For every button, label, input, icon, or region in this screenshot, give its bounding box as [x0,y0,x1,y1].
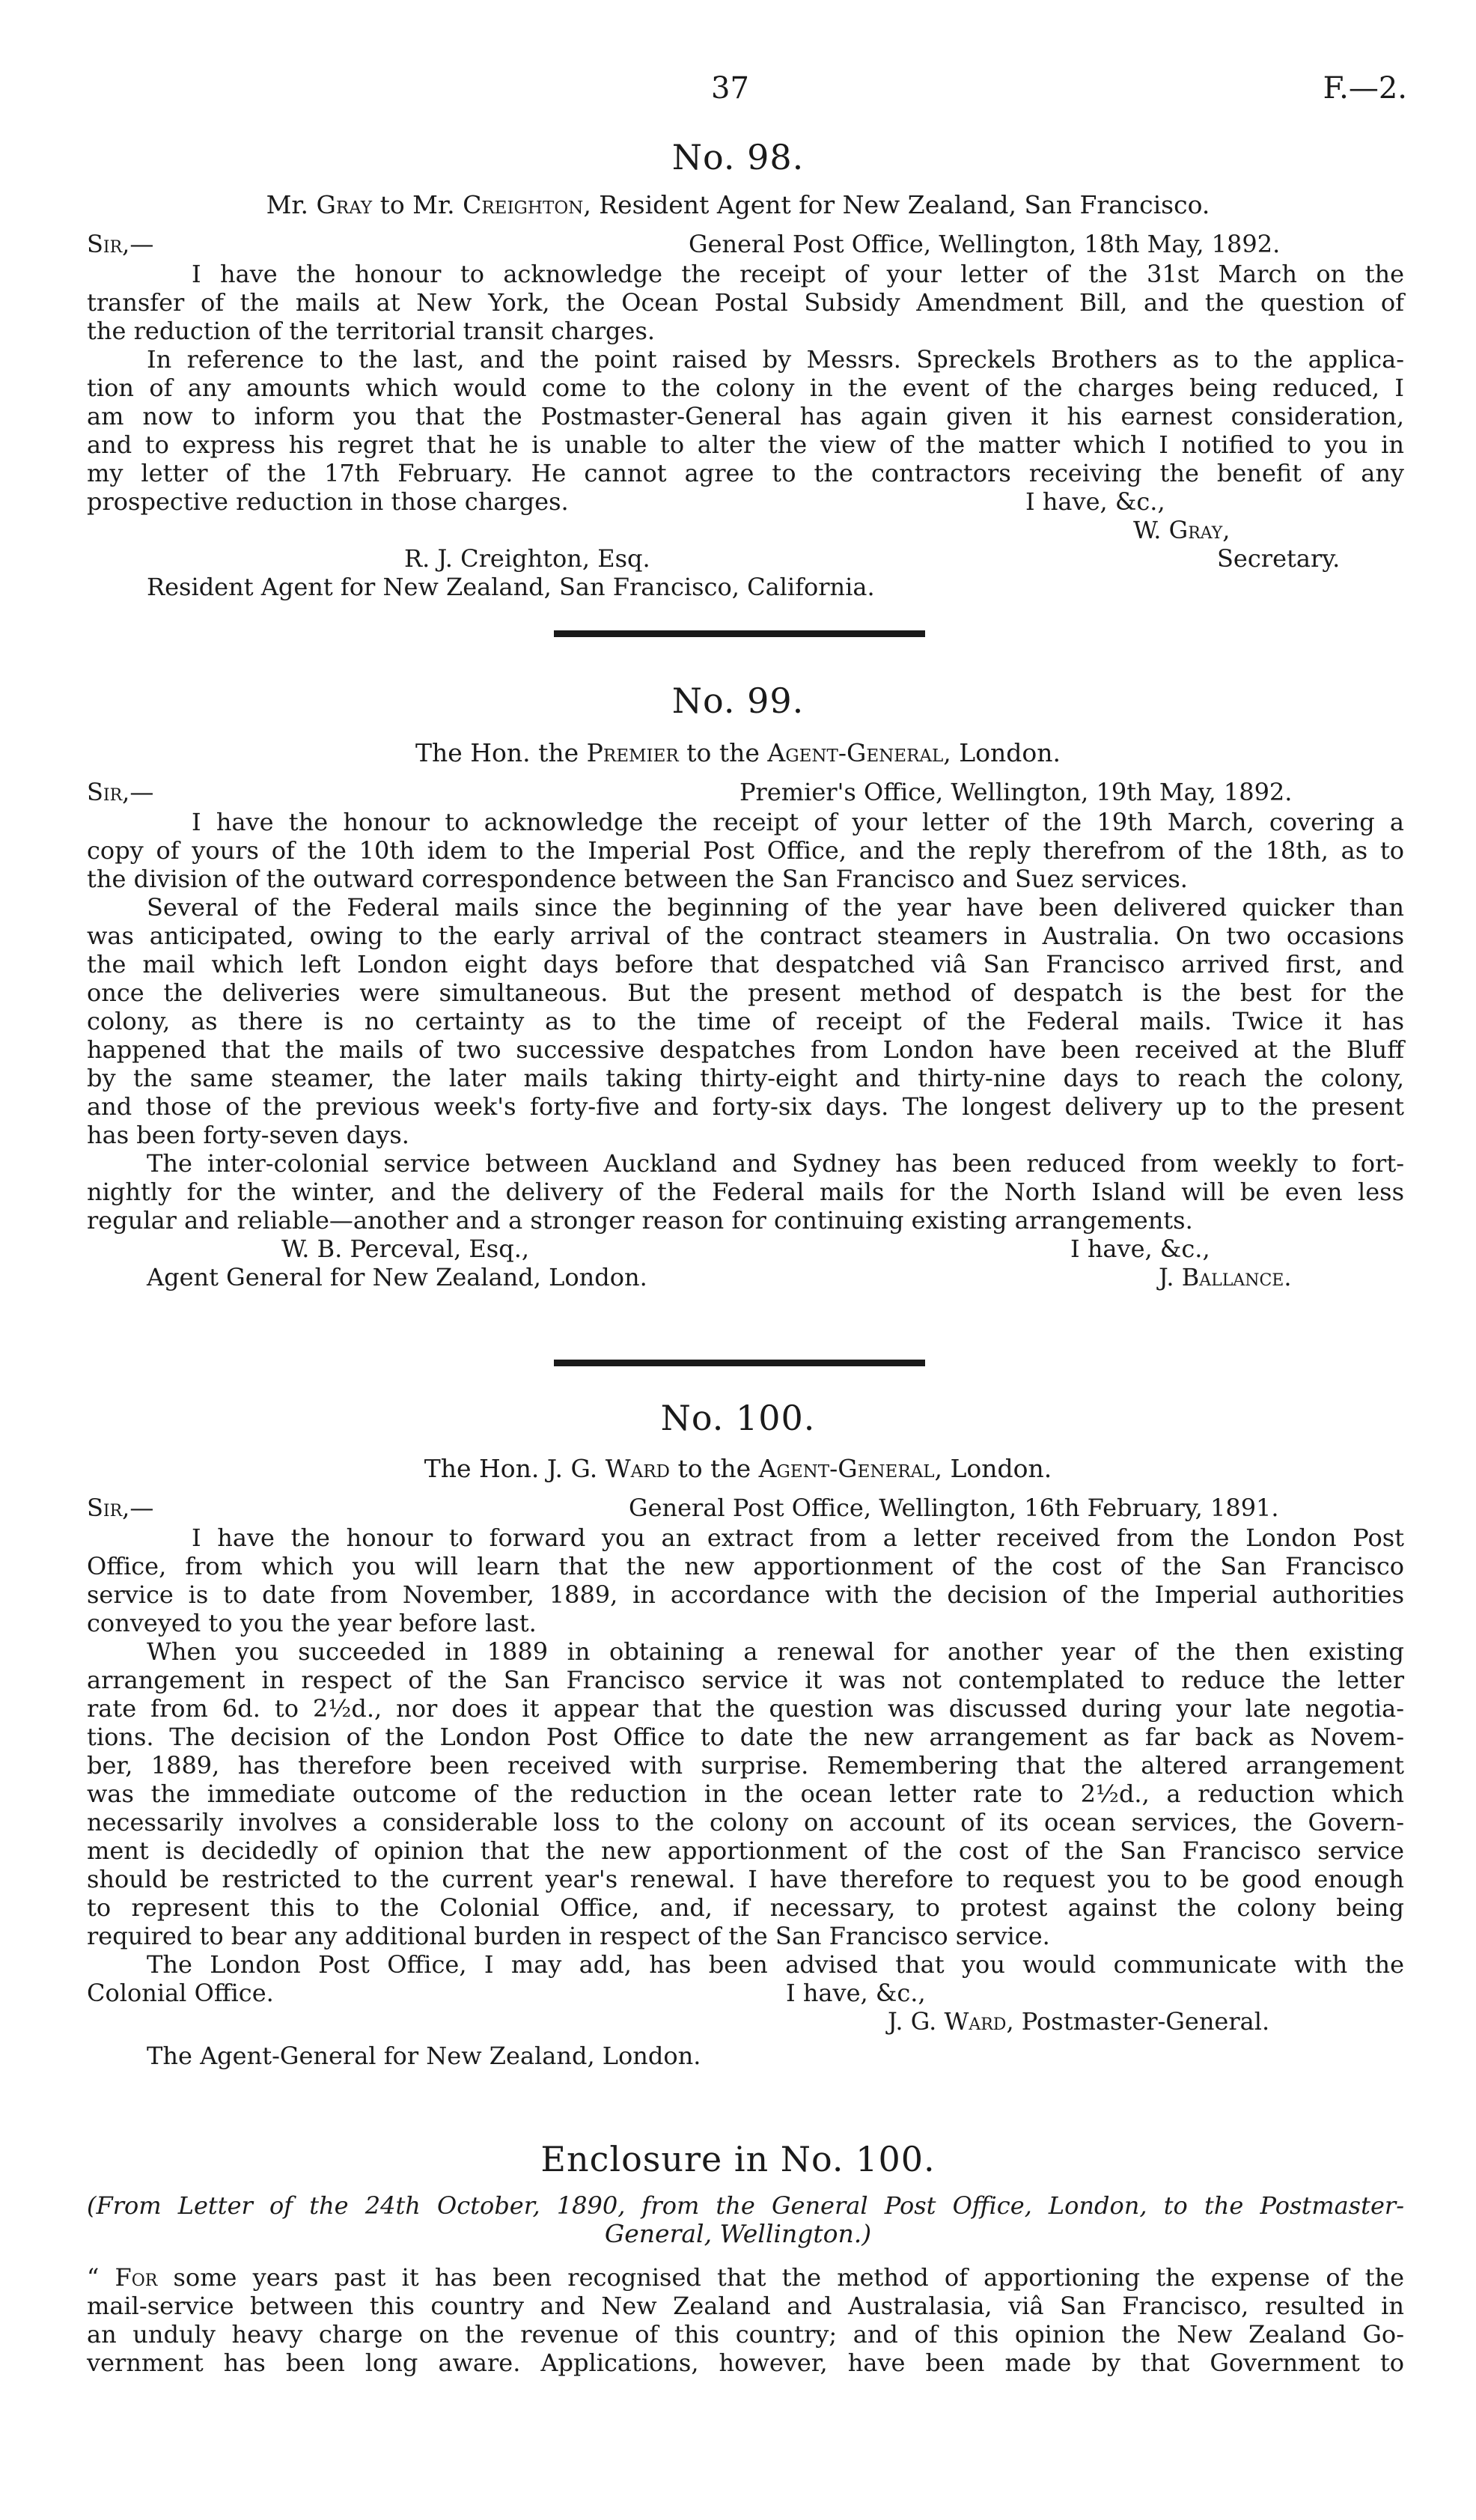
letter-98-line: In reference to the last, and the point raised by Messrs. Spreckels Brothers as to the applica- [147,345,1404,374]
letter-99-closing: I have, &c., [1070,1235,1210,1263]
letter-98-addressee-line2: Resident Agent for New Zealand, San Francisco, California. [147,573,875,601]
letter-100-line: Office, from which you will learn that the new apportionment of the cost of the San Francisco [87,1552,1404,1580]
letter-99-signature: J. Ballance. [1159,1263,1292,1291]
letter-99-line: once the deliveries were simultaneous. But the present method of despatch is the best for the [87,979,1404,1007]
letter-98-line: I have the honour to acknowledge the receipt of your letter of the 31st March on the [192,260,1404,288]
letter-99-line: The inter-colonial service between Auckland and Sydney has been reduced from weekly to fort- [147,1149,1404,1178]
letter-98-signature: W. Gray, [1133,516,1230,544]
letter-100-signature: J. G. Ward, Postmaster-General. [888,2007,1270,2036]
letter-98-closing: I have, &c., [1025,487,1165,516]
letter-98-line: am now to inform you that the Postmaster-General has again given it his earnest consideration, [87,402,1404,430]
letter-100-line: should be restricted to the current year's renewal. I have therefore to request you to be good enough [87,1865,1404,1893]
letter-99-line: was anticipated, owing to the early arrival of the contract steamers in Australia. On two occasions [87,922,1404,950]
enclosure-source-line: General, Wellington.) [604,2219,872,2248]
series-label: F.—2. [1323,71,1407,106]
letter-100-line: I have the honour to forward you an extract from a letter received from the London Post [192,1524,1404,1552]
letter-99-line: copy of yours of the 10th idem to the Imperial Post Office, and the reply therefrom of the 18th, as to [87,836,1404,865]
letter-98-line: my letter of the 17th February. He cannot agree to the contractors receiving the benefit of any [87,459,1404,487]
letter-99-addressee: W. B. Perceval, Esq., [281,1235,530,1263]
section-divider [554,1360,925,1366]
letter-100-line: to represent this to the Colonial Office, and, if necessary, to protest against the colony being [87,1893,1404,1922]
letter-100-line: rate from 6d. to 2½d., nor does it appear that the question was discussed during your late negotia- [87,1694,1404,1723]
enclosure-source-line: (From Letter of the 24th October, 1890, from the General Post Office, London, to the Postmaster- [87,2191,1404,2220]
letter-100-line: Colonial Office. [87,1979,274,2007]
letter-100-line: The London Post Office, I may add, has been advised that you would communicate with the [147,1950,1404,1979]
letter-98-title: Secretary. [1217,544,1341,573]
letter-100-from-to: The Hon. J. G. Ward to the Agent-General, London. [424,1454,1052,1483]
letter-99-line: colony, as there is no certainty as to the time of receipt of the Federal mails. Twice it has [87,1007,1404,1035]
letter-100-line: required to bear any additional burden in respect of the San Francisco service. [87,1922,1050,1950]
letter-100-dateline: General Post Office, Wellington, 16th February, 1891. [629,1494,1279,1522]
letter-100-salutation: Sir,— [87,1494,154,1522]
letter-98-line: tion of any amounts which would come to the colony in the event of the charges being reduced, I [87,374,1404,402]
letter-99-line: nightly for the winter, and the delivery of the Federal mails for the North Island will be even less [87,1178,1404,1206]
letter-99-line: has been forty-seven days. [87,1121,409,1149]
letter-99-line: I have the honour to acknowledge the receipt of your letter of the 19th March, covering a [192,808,1404,836]
letter-99-line: Several of the Federal mails since the beginning of the year have been delivered quicker than [147,893,1404,922]
page-number: 37 [711,71,749,106]
letter-98-dateline: General Post Office, Wellington, 18th May, 1892. [689,230,1281,258]
letter-100-heading: No. 100. [660,1398,816,1438]
letter-99-line: regular and reliable—another and a stronger reason for continuing existing arrangements. [87,1206,1193,1235]
letter-99-line: happened that the mails of two successive despatches from London have been received at the Bluff [87,1035,1404,1064]
letter-100-line: ber, 1889, has therefore been received with surprise. Remembering that the altered arrangement [87,1751,1404,1780]
letter-98-addressee: R. J. Creighton, Esq. [404,544,650,573]
letter-99-from-to: The Hon. the Premier to the Agent-General, London. [415,738,1061,767]
letter-99-dateline: Premier's Office, Wellington, 19th May, 1892. [739,778,1293,806]
letter-99-addressee-line2: Agent General for New Zealand, London. [147,1263,647,1291]
letter-99-heading: No. 99. [671,681,805,721]
letter-100-line: necessarily involves a considerable loss to the colony on account of its ocean services, the Govern- [87,1808,1404,1836]
letter-100-line: conveyed to you the year before last. [87,1609,537,1637]
letter-98-line: the reduction of the territorial transit charges. [87,317,656,345]
letter-98-line: prospective reduction in those charges. [87,487,569,516]
enclosure-line: “ For some years past it has been recognised that the method of apportioning the expense of the [87,2263,1405,2292]
letter-99-line: the division of the outward correspondence between the San Francisco and Suez services. [87,865,1188,893]
letter-100-line: was the immediate outcome of the reduction in the ocean letter rate to 2½d., a reduction which [87,1780,1404,1808]
letter-100-addressee: The Agent-General for New Zealand, London. [147,2042,701,2070]
letter-98-heading: No. 98. [671,137,805,177]
letter-99-line: and those of the previous week's forty-five and forty-six days. The longest delivery up to the present [87,1092,1404,1121]
enclosure-line: mail-service between this country and New Zealand and Australasia, viâ San Francisco, resulted in [87,2292,1404,2320]
letter-99-line: by the same steamer, the later mails taking thirty-eight and thirty-nine days to reach the colony, [87,1064,1404,1092]
letter-98-line: transfer of the mails at New York, the Ocean Postal Subsidy Amendment Bill, and the question of [87,288,1404,317]
letter-100-closing: I have, &c., [786,1979,926,2007]
letter-98-salutation: Sir,— [87,230,154,258]
enclosure-line: an unduly heavy charge on the revenue of this country; and of this opinion the New Zealand Go- [87,2320,1404,2349]
letter-98-line: and to express his regret that he is unable to alter the view of the matter which I notified to you in [87,430,1404,459]
section-divider [554,630,925,637]
enclosure-heading: Enclosure in No. 100. [540,2139,936,2179]
letter-100-line: service is to date from November, 1889, in accordance with the decision of the Imperial authorities [87,1580,1404,1609]
letter-100-line: ment is decidedly of opinion that the new apportionment of the cost of the San Francisco service [87,1836,1404,1865]
letter-98-from-to: Mr. Gray to Mr. Creighton, Resident Agent for New Zealand, San Francisco. [266,190,1210,219]
letter-100-line: arrangement in respect of the San Francisco service it was not contemplated to reduce the letter [87,1666,1404,1694]
letter-99-salutation: Sir,— [87,778,154,806]
letter-100-line: tions. The decision of the London Post Office to date the new arrangement as far back as Novem- [87,1723,1404,1751]
letter-100-line: When you succeeded in 1889 in obtaining a renewal for another year of the then existing [147,1637,1404,1666]
enclosure-line: vernment has been long aware. Applications, however, have been made by that Government to [87,2349,1404,2377]
letter-99-line: the mail which left London eight days before that despatched viâ San Francisco arrived first, and [87,950,1404,979]
